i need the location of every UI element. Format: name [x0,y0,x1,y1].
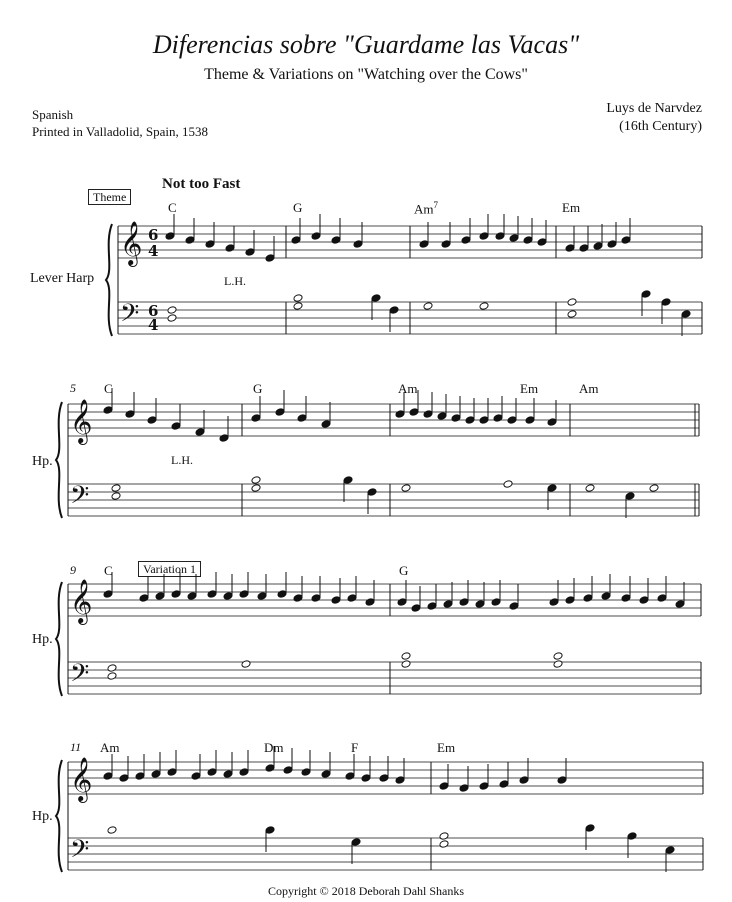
theme-label-box: Theme [88,189,131,205]
notehead [321,770,331,779]
notehead [479,416,489,425]
notehead [257,592,267,601]
notehead [621,236,631,245]
chord-symbol: G [293,200,303,215]
notehead [171,422,181,431]
notehead [171,590,181,599]
notehead [585,824,595,833]
notehead [103,590,113,599]
notehead [311,594,321,603]
notehead [479,232,489,241]
notehead [125,410,135,419]
notehead [557,776,567,785]
notehead [107,664,117,673]
notehead [241,660,251,669]
notehead [639,596,649,605]
chord-root: Am [414,201,434,217]
treble-clef: 𝄞 [70,579,93,623]
notehead [601,592,611,601]
notehead [565,596,575,605]
notehead [265,826,275,835]
notehead [593,242,603,251]
piece-subtitle: Theme & Variations on "Watching over the Cows" [204,66,528,83]
chord-symbol: Em [562,200,581,215]
notehead [641,290,651,299]
treble-clef: 𝄞 [70,399,93,443]
notehead [155,592,165,601]
notehead [223,592,233,601]
notehead [681,310,691,319]
notehead [547,484,557,493]
brace [106,224,112,336]
chord-symbol: G [253,381,263,396]
time-signature-digit: 6 [148,226,159,244]
notehead [547,418,557,427]
notehead [439,832,449,841]
notehead [361,774,371,783]
chord-symbol: Dm [264,740,284,755]
notehead [205,240,215,249]
notehead [251,414,261,423]
origin-line-1: Spanish [32,107,74,122]
time-signature-digit: 4 [148,242,159,260]
notehead [549,598,559,607]
piece-title: Diferencias sobre "Guardame las Vacas" [152,30,580,59]
chord-symbol: G [399,563,409,578]
notehead [503,480,513,489]
brace [56,582,62,696]
notehead [411,604,421,613]
notehead [621,594,631,603]
notehead [371,294,381,303]
notehead [111,484,121,493]
notehead [239,768,249,777]
notehead [665,846,675,855]
notehead [135,772,145,781]
bass-clef: 𝄢 [70,659,90,694]
bass-clef: 𝄢 [120,299,140,334]
notehead [367,488,377,497]
notehead [537,238,547,247]
notehead [207,768,217,777]
instrument-name-system-4: Hp. [32,809,53,824]
measure-number-9: 9 [70,563,76,577]
notehead [423,410,433,419]
time-signature-digit: 4 [148,316,159,334]
notehead [401,484,411,493]
notehead [397,598,407,607]
time-signature-digit: 6 [148,302,159,320]
measure-number-5: 5 [70,381,76,395]
composer-era: (16th Century) [619,119,702,134]
notehead [353,240,363,249]
notehead [343,476,353,485]
notehead [509,234,519,243]
bass-clef: 𝄢 [70,835,90,870]
notehead [519,776,529,785]
notehead [675,600,685,609]
notehead [479,782,489,791]
notehead [103,406,113,415]
notehead [311,232,321,241]
notehead [657,594,667,603]
notehead [409,408,419,417]
notehead [345,772,355,781]
left-hand-mark: L.H. [224,274,246,288]
notehead [465,416,475,425]
instrument-name-system-2: Hp. [32,454,53,469]
treble-clef: 𝄞 [70,757,93,801]
notehead [475,600,485,609]
notehead [491,598,501,607]
notehead [275,408,285,417]
notehead [301,768,311,777]
notehead [395,410,405,419]
notehead [459,784,469,793]
notehead [395,776,405,785]
notehead [583,594,593,603]
treble-clef: 𝄞 [120,221,143,265]
notehead [553,652,563,661]
notehead [321,420,331,429]
notehead [293,302,303,311]
chord-symbol: Em [437,740,456,755]
notehead [443,600,453,609]
notehead [223,770,233,779]
chord-symbol: Am [100,740,120,755]
chord-symbol: F [351,740,359,755]
notehead [499,780,509,789]
bass-clef: 𝄢 [70,481,90,516]
notehead [245,248,255,257]
notehead [479,302,489,311]
notehead [277,590,287,599]
notehead [293,594,303,603]
notehead [225,244,235,253]
notehead [265,254,275,263]
notehead [139,594,149,603]
chord-symbol: C [168,200,177,215]
notehead [291,236,301,245]
notehead [439,782,449,791]
notehead [525,416,535,425]
notehead [195,428,205,437]
notehead [191,772,201,781]
notehead [493,414,503,423]
instrument-name-system-3: Hp. [32,632,53,647]
notehead [625,492,635,501]
notehead [585,484,595,493]
notehead [427,602,437,611]
notehead [579,244,589,253]
left-hand-mark: L.H. [171,453,193,467]
notehead [239,590,249,599]
instrument-name-system-1: Lever Harp [30,271,95,286]
notehead [283,766,293,775]
tempo-marking: Not too Fast [162,176,241,192]
notehead [251,476,261,485]
notehead [293,294,303,303]
notehead [507,416,517,425]
notehead [523,236,533,245]
notehead [151,770,161,779]
notehead [441,240,451,249]
notehead [347,594,357,603]
notehead [167,314,177,323]
notehead [331,236,341,245]
chord-symbol: C [104,563,113,578]
notehead [389,306,399,315]
notehead [165,232,175,241]
notehead [607,240,617,249]
notehead [185,236,195,245]
variation-label-box: Variation 1 [138,561,201,577]
notehead [567,298,577,307]
notehead [627,832,637,841]
chord-extension: 7 [433,200,438,210]
origin-line-2: Printed in Valladolid, Spain, 1538 [32,124,208,139]
notehead [167,306,177,315]
notehead [207,590,217,599]
notehead [365,598,375,607]
chord-symbol: Am [579,381,599,396]
notehead [297,414,307,423]
notehead [495,232,505,241]
chord-symbol: C [104,381,113,396]
notehead [251,484,261,493]
notehead [107,672,117,681]
notehead [147,416,157,425]
notehead [461,236,471,245]
notehead [437,412,447,421]
notehead [401,652,411,661]
notehead [111,492,121,501]
notehead [649,484,659,493]
notehead [219,434,229,443]
notehead [351,838,361,847]
notehead [509,602,519,611]
notehead [331,596,341,605]
composer-name: Luys de Narvdez [606,101,702,116]
notehead [553,660,563,669]
notehead [419,240,429,249]
brace [56,402,62,518]
notehead [661,298,671,307]
notehead [459,598,469,607]
notehead [265,764,275,773]
notehead [567,310,577,319]
chord-symbol: Am [398,381,418,396]
brace [56,760,62,872]
notehead [439,840,449,849]
notehead [167,768,177,777]
notehead [401,660,411,669]
notehead [107,826,117,835]
notehead [119,774,129,783]
notehead [565,244,575,253]
chord-symbol: Em [520,381,539,396]
copyright-notice: Copyright © 2018 Deborah Dahl Shanks [267,884,465,898]
notehead [451,414,461,423]
notehead [103,772,113,781]
measure-number-11: 11 [70,740,82,754]
notehead [379,774,389,783]
notehead [423,302,433,311]
notehead [187,592,197,601]
